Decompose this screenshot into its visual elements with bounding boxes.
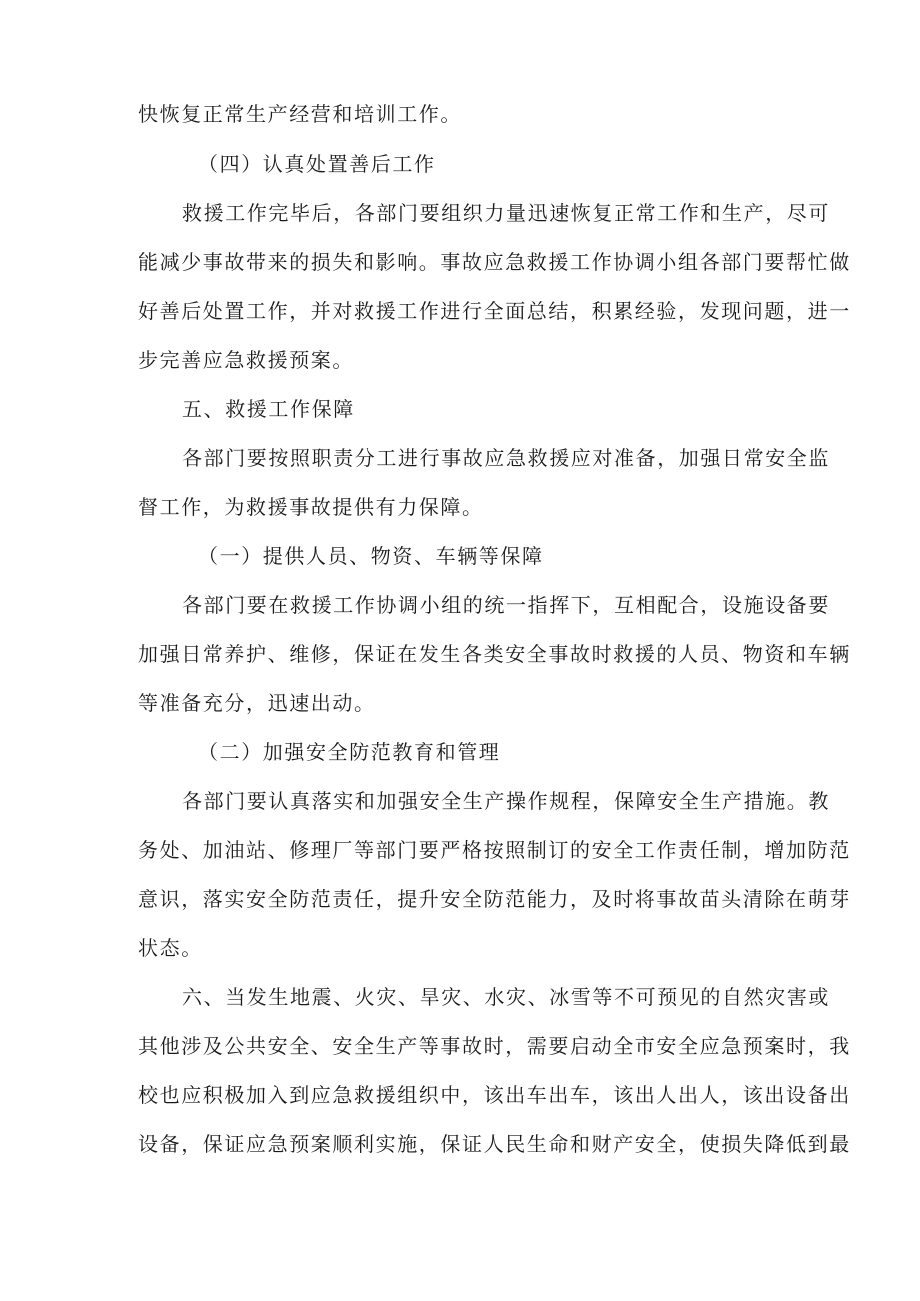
- paragraph-line: 意识，落实安全防范责任，提升安全防范能力，及时将事故苗头清除在萌芽: [138, 887, 851, 911]
- paragraph-line: 步完善应急救援预案。: [138, 348, 354, 372]
- paragraph-line: 校也应积极加入到应急救援组织中，该出车出车，该出人出人，该出设备出: [138, 1083, 851, 1107]
- subsection-heading-1: （一）提供人员、物资、车辆等保障: [198, 544, 544, 568]
- section-heading-4: （四）认真处置善后工作: [198, 152, 436, 176]
- paragraph-line: 其他涉及公共安全、安全生产等事故时，需要启动全市安全应急预案时，我: [138, 1034, 851, 1058]
- paragraph-line: 务处、加油站、修理厂等部门要严格按照制订的安全工作责任制，增加防范: [138, 838, 851, 862]
- paragraph-line: 各部门要认真落实和加强安全生产操作规程，保障安全生产措施。教: [182, 789, 830, 813]
- paragraph-line: 加强日常养护、维修，保证在发生各类安全事故时救援的人员、物资和车辆: [138, 642, 851, 666]
- section-heading-6: 六、当发生地震、火灾、旱灾、水灾、冰雪等不可预见的自然灾害或: [182, 985, 830, 1009]
- paragraph-line: 等准备充分，迅速出动。: [138, 691, 376, 715]
- subsection-heading-2: （二）加强安全防范教育和管理: [198, 740, 501, 764]
- paragraph-line: 督工作，为救援事故提供有力保障。: [138, 495, 484, 519]
- paragraph-line: 状态。: [138, 936, 203, 960]
- paragraph-line: 快恢复正常生产经营和培训工作。: [138, 102, 462, 126]
- paragraph-line: 各部门要在救援工作协调小组的统一指挥下，互相配合，设施设备要: [182, 593, 830, 617]
- paragraph-line: 各部门要按照职责分工进行事故应急救援应对准备，加强日常安全监: [182, 446, 830, 470]
- section-heading-5: 五、救援工作保障: [182, 397, 355, 421]
- paragraph-line: 能减少事故带来的损失和影响。事故应急救援工作协调小组各部门要帮忙做: [138, 250, 851, 274]
- paragraph-line: 好善后处置工作，并对救援工作进行全面总结，积累经验，发现问题，进一: [138, 299, 851, 323]
- paragraph-line: 设备，保证应急预案顺利实施，保证人民生命和财产安全，使损失降低到最: [138, 1132, 851, 1156]
- paragraph-line: 救援工作完毕后，各部门要组织力量迅速恢复正常工作和生产，尽可: [182, 201, 830, 225]
